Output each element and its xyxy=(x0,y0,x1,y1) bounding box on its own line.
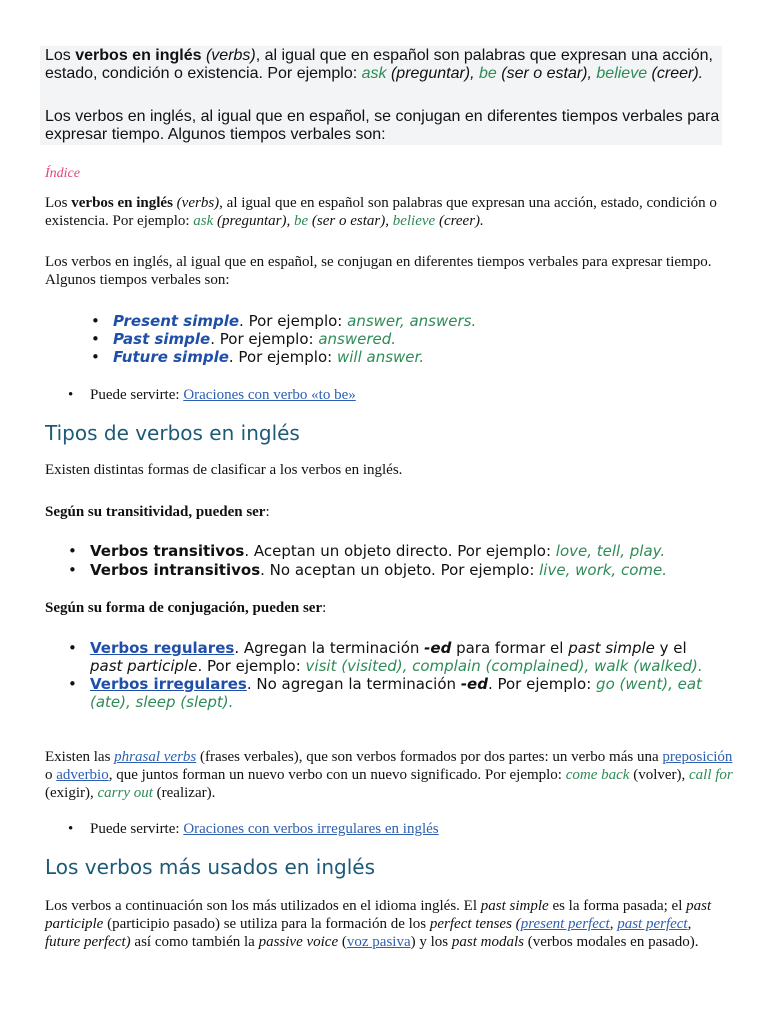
list-item xyxy=(68,542,720,561)
term-italic: (verbs) xyxy=(172,195,220,211)
transitivity-list xyxy=(68,542,720,580)
related-link-irregular[interactable]: Oraciones con verbos irregulares en inglés xyxy=(183,821,439,837)
text: . Aceptan un objeto directo. Por ejemplo: xyxy=(244,542,556,560)
colon: : xyxy=(322,600,327,616)
text: . No aceptan un objeto. Por ejemplo: xyxy=(260,561,540,579)
comma: , xyxy=(687,916,692,932)
bullet: • xyxy=(91,312,100,330)
suffix-ed: -ed xyxy=(460,675,488,693)
example-believe: believe xyxy=(392,213,436,229)
colon: : xyxy=(265,504,270,520)
example: go (went), eat (ate), sleep (slept). xyxy=(90,675,702,711)
intro-paragraph-1 xyxy=(45,194,725,230)
text: (exigir), xyxy=(45,785,98,801)
tenses-list xyxy=(91,312,733,366)
example: answered. xyxy=(318,330,397,348)
related-list-2 xyxy=(68,820,710,838)
term-italic: past participle xyxy=(90,657,198,675)
index-toggle[interactable]: Índice xyxy=(45,166,80,181)
section-heading-types: Tipos de verbos en inglés xyxy=(45,421,300,445)
comma: , xyxy=(609,916,618,932)
phrasal-verbs-link[interactable]: phrasal verbs xyxy=(114,749,197,765)
heading-text: Según su transitividad, pueden ser xyxy=(45,504,266,520)
text: así como también la xyxy=(130,934,259,950)
text: , al igual que en español son palabras que expresan una acción, estado, condición o existencia. Por ejemplo: xyxy=(45,47,713,82)
example: come back xyxy=(565,767,630,783)
example-believe: believe xyxy=(596,65,648,82)
term-italic: passive voice xyxy=(258,934,339,950)
example-be: be xyxy=(479,65,497,82)
term-italic: (verbs) xyxy=(201,47,256,64)
conjugation-list xyxy=(68,639,710,711)
text: . Por ejemplo: xyxy=(487,675,597,693)
text: o xyxy=(45,767,57,783)
adverb-link[interactable]: adverbio xyxy=(56,767,109,783)
text: Puede servirte: xyxy=(90,821,184,837)
example: will answer. xyxy=(336,348,425,366)
section-heading-most-used: Los verbos más usados en inglés xyxy=(45,855,375,879)
heading-text: Según su forma de conjugación, pueden ser xyxy=(45,600,323,616)
example: visit (visited), complain (complained), walk (walked). xyxy=(305,657,703,675)
text: Los xyxy=(45,195,72,211)
term-italic: perfect tenses ( xyxy=(429,916,521,932)
text: . Por ejemplo: xyxy=(210,330,319,348)
translation: (ser o estar), xyxy=(308,213,393,229)
text: ( xyxy=(338,934,347,950)
text: y el xyxy=(654,639,687,657)
text: Los xyxy=(45,47,76,64)
list-item xyxy=(91,330,733,348)
bullet: • xyxy=(91,348,100,366)
preposition-link[interactable]: preposición xyxy=(662,749,733,765)
example-be: be xyxy=(293,213,309,229)
bullet: • xyxy=(68,639,77,657)
list-item xyxy=(68,561,720,580)
example-ask: ask xyxy=(193,213,214,229)
text: ) y los xyxy=(410,934,452,950)
tense-name: Present simple xyxy=(113,312,240,330)
bullet: • xyxy=(68,561,77,579)
list-item xyxy=(68,386,710,404)
conjugation-heading xyxy=(45,599,725,617)
translation: (preguntar), xyxy=(213,213,294,229)
past-perfect-link[interactable]: past perfect xyxy=(617,916,688,932)
example: live, work, come. xyxy=(539,561,667,579)
example-ask: ask xyxy=(361,65,387,82)
list-item xyxy=(68,639,710,675)
list-item xyxy=(68,820,710,838)
term-italic: past participle xyxy=(45,898,712,932)
types-intro: Existen distintas formas de clasificar a los verbos en inglés. xyxy=(45,462,403,478)
regular-verbs-link[interactable]: Verbos regulares xyxy=(90,639,235,657)
text: . Agregan la terminación xyxy=(234,639,425,657)
text: . Por ejemplo: xyxy=(197,657,306,675)
text: Los verbos a continuación son los más utilizados en el idioma inglés. El xyxy=(45,898,481,914)
text: . Por ejemplo: xyxy=(228,348,337,366)
text: (realizar). xyxy=(152,785,216,801)
present-perfect-link[interactable]: present perfect xyxy=(520,916,610,932)
text: para formar el xyxy=(451,639,569,657)
term-bold: Verbos intransitivos xyxy=(90,561,261,579)
example: carry out xyxy=(97,785,153,801)
text: (frases verbales), que son verbos formados por dos partes: un verbo más una xyxy=(196,749,663,765)
irregular-verbs-link[interactable]: Verbos irregulares xyxy=(90,675,247,693)
bullet: • xyxy=(68,821,74,837)
example: call for xyxy=(689,767,733,783)
summary-paragraph-2: Los verbos en inglés, al igual que en español, se conjugan en diferentes tiempos verbales para expresar tiempo. Algunos tiempos verbales son: xyxy=(45,108,720,143)
text: Puede servirte: xyxy=(90,387,184,403)
text: es la forma pasada; el xyxy=(548,898,687,914)
related-list-1 xyxy=(68,386,710,404)
suffix-ed: -ed xyxy=(424,639,452,657)
bullet: • xyxy=(68,387,74,403)
tense-name: Past simple xyxy=(113,330,211,348)
example: answer, answers. xyxy=(347,312,477,330)
most-used-paragraph xyxy=(45,897,721,951)
term-italic: past simple xyxy=(480,898,549,914)
list-item xyxy=(91,348,733,366)
example: love, tell, play. xyxy=(555,542,666,560)
text: , que juntos forman un nuevo verbo con un nuevo significado. Por ejemplo: xyxy=(108,767,566,783)
text: Existen las xyxy=(45,749,115,765)
list-item xyxy=(68,675,710,711)
text: (verbos modales en pasado). xyxy=(523,934,699,950)
term-bold: verbos en inglés xyxy=(75,47,202,64)
translation: (preguntar), xyxy=(386,65,480,82)
passive-voice-link[interactable]: voz pasiva xyxy=(346,934,411,950)
transitivity-heading xyxy=(45,503,725,521)
summary-paragraph-1 xyxy=(45,47,720,83)
bullet: • xyxy=(68,675,77,693)
text: (volver), xyxy=(629,767,690,783)
list-item xyxy=(91,312,733,330)
term-bold: Verbos transitivos xyxy=(90,542,245,560)
text: . Por ejemplo: xyxy=(239,312,348,330)
term-bold: verbos en inglés xyxy=(71,195,173,211)
term-italic: future perfect) xyxy=(45,934,131,950)
text: , al igual que en español son palabras que expresan una acción, estado, condición o existencia. Por ejemplo: xyxy=(45,195,717,229)
phrasal-verbs-paragraph xyxy=(45,748,735,802)
bullet: • xyxy=(68,542,77,560)
bullet: • xyxy=(91,330,100,348)
translation: (ser o estar), xyxy=(496,65,597,82)
term-italic: past modals xyxy=(451,934,524,950)
intro-paragraph-2: Los verbos en inglés, al igual que en español, se conjugan en diferentes tiempos verbales para expresar tiempo. Algunos tiempos verbales son: xyxy=(45,254,712,288)
related-link-to-be[interactable]: Oraciones con verbo «to be» xyxy=(183,387,356,403)
tense-name: Future simple xyxy=(113,348,229,366)
translation: (creer). xyxy=(435,213,484,229)
term-italic: past simple xyxy=(568,639,655,657)
text: (participio pasado) se utiliza para la formación de los xyxy=(103,916,430,932)
translation: (creer). xyxy=(647,65,704,82)
text: . No agregan la terminación xyxy=(246,675,461,693)
